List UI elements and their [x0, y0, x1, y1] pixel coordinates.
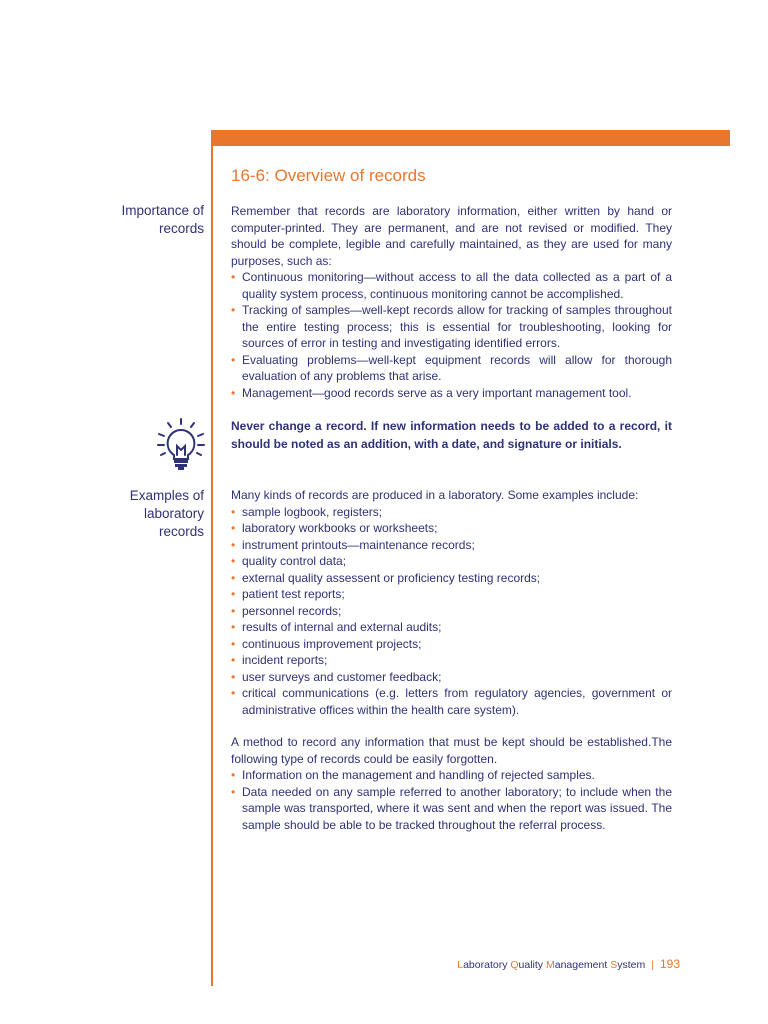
- importance-list: [231, 269, 672, 401]
- footer-separator: |: [651, 959, 654, 971]
- list-item: • Management—good records serve as a very important management tool.: [231, 385, 672, 402]
- tip-text: Never change a record. If new information needs to be added to a record, it should be noted as an addition, with a date, and signature or initials.: [231, 419, 672, 451]
- list-item: • continuous improvement projects;: [231, 636, 672, 653]
- importance-intro: Remember that records are laboratory information, either written by hand or computer-printed. They are permanent, and are not revised or modified. They should be complete, legible and carefully maintained, as they are used for many purposes, such as:: [231, 204, 672, 268]
- examples-intro: Many kinds of records are produced in a laboratory. Some examples include:: [231, 488, 639, 502]
- list-item: • Continuous monitoring—without access to all the data collected as a part of a quality system process, continuous monitoring cannot be accomplished.: [231, 269, 672, 302]
- list-item: • Evaluating problems—well-kept equipment records will allow for thorough evaluation of any problems that arise.: [231, 352, 672, 385]
- list-item: • instrument printouts—maintenance records;: [231, 537, 672, 554]
- examples-list: [231, 504, 672, 719]
- importance-section: [231, 203, 672, 401]
- page-footer: Laboratory Quality Management System | 193: [457, 957, 680, 971]
- lightbulb-icon: [156, 418, 206, 470]
- list-item: • results of internal and external audits;: [231, 619, 672, 636]
- list-item: • external quality assessent or proficiency testing records;: [231, 570, 672, 587]
- list-item: • patient test reports;: [231, 586, 672, 603]
- header-accent-bar: [213, 130, 730, 146]
- page-number: 193: [659, 957, 680, 971]
- examples-section: [231, 487, 672, 833]
- list-item: • user surveys and customer feedback;: [231, 669, 672, 686]
- method-list: [231, 767, 672, 833]
- list-item: • sample logbook, registers;: [231, 504, 672, 521]
- list-item: • Tracking of samples—well-kept records allow for tracking of samples throughout the entire testing process; this is essential for troubleshooting, looking for sources of error in testing and investigating identified errors.: [231, 302, 672, 352]
- margin-rule: [211, 130, 213, 986]
- list-item: • quality control data;: [231, 553, 672, 570]
- list-item: • incident reports;: [231, 652, 672, 669]
- section-heading: 16-6: Overview of records: [231, 166, 426, 185]
- list-item: • personnel records;: [231, 603, 672, 620]
- sidebar-label-importance: Importance of records: [121, 203, 204, 236]
- list-item: • Information on the management and handling of rejected samples.: [231, 767, 672, 784]
- method-intro: A method to record any information that must be kept should be established.The following type of records could be easily forgotten.: [231, 735, 672, 766]
- list-item: • Data needed on any sample referred to another laboratory; to include when the sample was transported, where it was sent and when the report was issued. The sample should be able to be tracked throughout the referral process.: [231, 784, 672, 834]
- list-item: • laboratory workbooks or worksheets;: [231, 520, 672, 537]
- sidebar-label-examples: Examples of laboratory records: [129, 488, 204, 539]
- list-item: • critical communications (e.g. letters from regulatory agencies, government or administrative offices within the health care system).: [231, 685, 672, 718]
